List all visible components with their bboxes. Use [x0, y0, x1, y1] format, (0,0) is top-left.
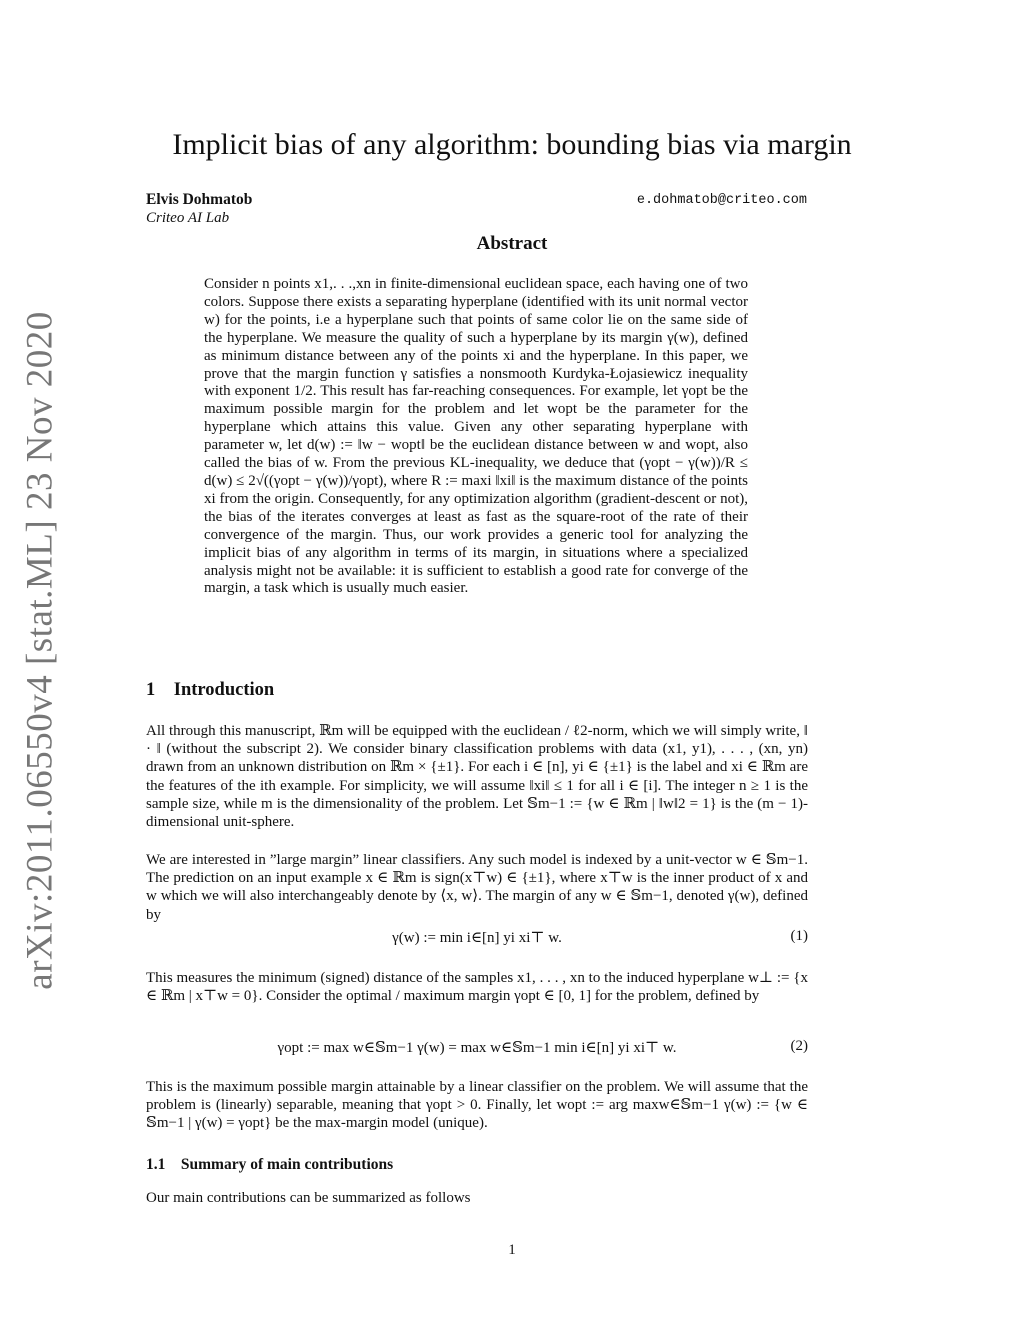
subsection-title: Summary of main contributions — [180, 1156, 394, 1173]
equation-expression: γopt := max w∈𝕊m−1 γ(w) = max w∈𝕊m−1 min i∈[n] yi xi⊤ w. — [277, 1040, 677, 1056]
author-name: Elvis Dohmatob — [146, 191, 253, 208]
section-number: 1 — [146, 680, 156, 700]
paper-title: Implicit bias of any algorithm: bounding bias via margin — [172, 128, 852, 161]
subsection-number: 1.1 — [146, 1156, 166, 1173]
section-heading — [146, 680, 274, 701]
equation-number: (1) — [790, 928, 808, 944]
paragraph: This is the maximum possible margin attainable by a linear classifier on the problem. We will assume that the problem is (linearly) separable, meaning that γopt > 0. Finally, let wopt := arg maxw∈𝕊m−1 γ(w) := {w ∈ 𝕊m−1 | γ(w) = γopt} be the max-margin model (unique). — [146, 1079, 808, 1132]
paragraph: We are interested in ”large margin” linear classifiers. Any such model is indexed by a unit-vector w ∈ 𝕊m−1. The prediction on an input example x ∈ ℝm is sign(x⊤w) ∈ {±1}, where x⊤w is the inner product of x and w which we will also interchangeably denote by ⟨x, w⟩. The margin of any w ∈ 𝕊m−1, denoted γ(w), defined by — [146, 852, 808, 923]
arxiv-side-stamp — [18, 310, 62, 990]
author-affiliation: Criteo AI Lab — [146, 210, 230, 226]
equation-number: (2) — [790, 1038, 808, 1054]
author-email: e.dohmatob@criteo.com — [636, 193, 807, 208]
paragraph: Our main contributions can be summarized as follows — [146, 1190, 471, 1206]
subsection-heading — [146, 1156, 393, 1174]
paragraph: All through this manuscript, ℝm will be equipped with the euclidean / ℓ2-norm, which we will simply write, ‖ · ‖ (without the subscript 2). We consider binary classification problems with data (x1, y1), . . . , (xn, yn) drawn from an unknown distribution on ℝm × {±1}. For each i ∈ [n], yi ∈ {±1} is the label and xi ∈ ℝm are the features of the ith example. For simplicity, we will assume ‖xi‖ ≤ 1 for all i ∈ [i]. The integer n ≥ 1 is the sample size, while m is the dimensionality of the problem. Let 𝕊m−1 := {w ∈ ℝm | ‖w‖2 = 1} is the (m − 1)-dimensional unit-sphere. — [146, 723, 808, 831]
paragraph: This measures the minimum (signed) distance of the samples x1, . . . , xn to the induced hyperplane w⊥ := {x ∈ ℝm | x⊤w = 0}. Consider the optimal / maximum margin γopt ∈ [0, 1] for the problem, defined by — [146, 970, 808, 1005]
page-number: 1 — [508, 1242, 516, 1258]
abstract-heading: Abstract — [476, 233, 548, 254]
section-title: Introduction — [173, 680, 275, 700]
arxiv-identifier: arXiv:2011.06550v4 [stat.ML] 23 Nov 2020 — [19, 310, 61, 990]
abstract-text: Consider n points x1,. . .,xn in finite-dimensional euclidean space, each having one of two colors. Suppose there exists a separating hyperplane (identified with its unit normal vector w) for the points, i.e a hyperplane such that points of same color lie on the same side of the hyperplane. We measure the quality of such a hyperplane by its margin γ(w), defined as minimum distance between any of the points xi and the hyperplane. In this paper, we prove that the margin function γ satisfies a nonsmooth Kurdyka-Łojasiewicz inequality with exponent 1/2. This result has far-reaching consequences. For example, let γopt be the maximum possible margin for the problem and let wopt be the parameter for the hyperplane which attains this value. Given any other separating hyperplane with parameter w, let d(w) := ‖w − wopt‖ be the euclidean distance between w and wopt, also called the bias of w. From the previous KL-inequality, we deduce that (γopt − γ(w))/R ≤ d(w) ≤ 2√((γopt − γ(w))/γopt), where R := maxi ‖xi‖ is the maximum distance of the points xi from the origin. Consequently, for any optimization algorithm (gradient-descent or not), the bias of the iterates converges at least as fast as the square-root of the rate of their convergence of the margin. Thus, our work provides a generic tool for analyzing the implicit bias of any algorithm in terms of its margin, in situations where a specialized analysis might not be available: it is sufficient to establish a good rate for converge of the margin, a task which is usually much easier. — [204, 276, 748, 597]
equation-expression: γ(w) := min i∈[n] yi xi⊤ w. — [392, 930, 562, 946]
